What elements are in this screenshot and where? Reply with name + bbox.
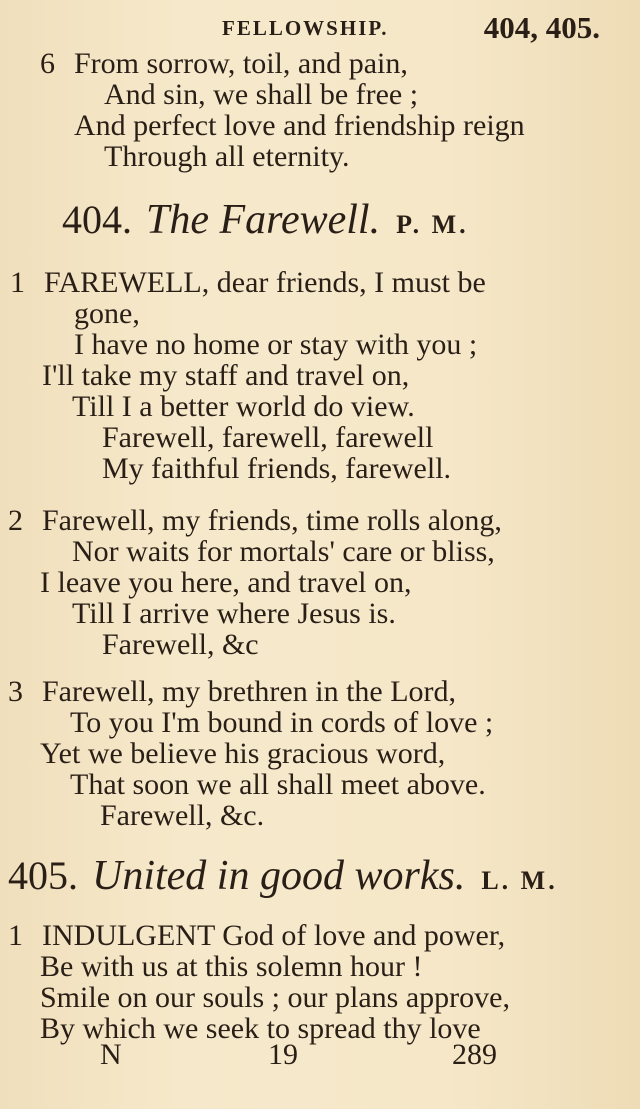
verse-line: 6 From sorrow, toil, and pain,	[40, 47, 408, 80]
verse-line: Till I a better world do view.	[72, 390, 415, 423]
verse-number: 6	[40, 47, 55, 80]
hymn-405-heading	[8, 852, 558, 900]
verse-line: I have no home or stay with you ;	[74, 328, 478, 361]
verse-number: 1	[8, 919, 23, 952]
running-head-hymn-numbers: 404, 405.	[483, 10, 600, 45]
verse-line: That soon we all shall meet above.	[70, 768, 486, 801]
verse-line: My faithful friends, farewell.	[102, 452, 452, 485]
verse-line: Be with us at this solemn hour !	[40, 950, 423, 983]
verse-line: And sin, we shall be free ;	[104, 78, 419, 111]
hymn-meter: P. M.	[396, 210, 469, 239]
verse-line: 1 FAREWELL, dear friends, I must be	[10, 266, 486, 299]
hymn-title: The Farewell.	[146, 197, 381, 243]
verse-line: 1 INDULGENT God of love and power,	[8, 919, 506, 952]
signature-mark: N	[100, 1038, 122, 1071]
verse-line: Through all eternity.	[104, 140, 350, 173]
verse-line: Farewell, farewell, farewell	[102, 421, 434, 454]
running-head-title: FELLOWSHIP.	[222, 16, 389, 40]
verse-line: gone,	[74, 297, 140, 330]
hymn-404-heading	[62, 196, 469, 244]
verse-line: By which we seek to spread thy love	[40, 1012, 481, 1045]
verse-line: Smile on our souls ; our plans approve,	[40, 981, 510, 1014]
page-number: 289	[452, 1038, 497, 1071]
hymn-number: 404.	[62, 197, 132, 242]
verse-number: 3	[8, 675, 23, 708]
verse-line: To you I'm bound in cords of love ;	[70, 706, 494, 739]
verse-line: Farewell, &c.	[100, 799, 265, 832]
hymn-meter: L. M.	[481, 866, 558, 895]
hymn-number: 405.	[8, 853, 78, 898]
verse-line: Till I arrive where Jesus is.	[72, 597, 396, 630]
verse-line: And perfect love and friendship reign	[74, 109, 525, 142]
verse-line: Nor waits for mortals' care or bliss,	[72, 535, 495, 568]
verse-number: 2	[8, 504, 23, 537]
verse-line: I'll take my staff and travel on,	[42, 359, 410, 392]
verse-line: Yet we believe his gracious word,	[40, 737, 446, 770]
sheet-number: 19	[268, 1038, 298, 1071]
verse-line: I leave you here, and travel on,	[40, 566, 412, 599]
verse-line: 2 Farewell, my friends, time rolls along,	[8, 504, 502, 537]
verse-line: Farewell, &c	[102, 628, 259, 661]
running-head	[0, 10, 640, 44]
verse-number: 1	[10, 266, 25, 299]
hymn-title: United in good works.	[92, 853, 466, 899]
verse-line: 3 Farewell, my brethren in the Lord,	[8, 675, 457, 708]
